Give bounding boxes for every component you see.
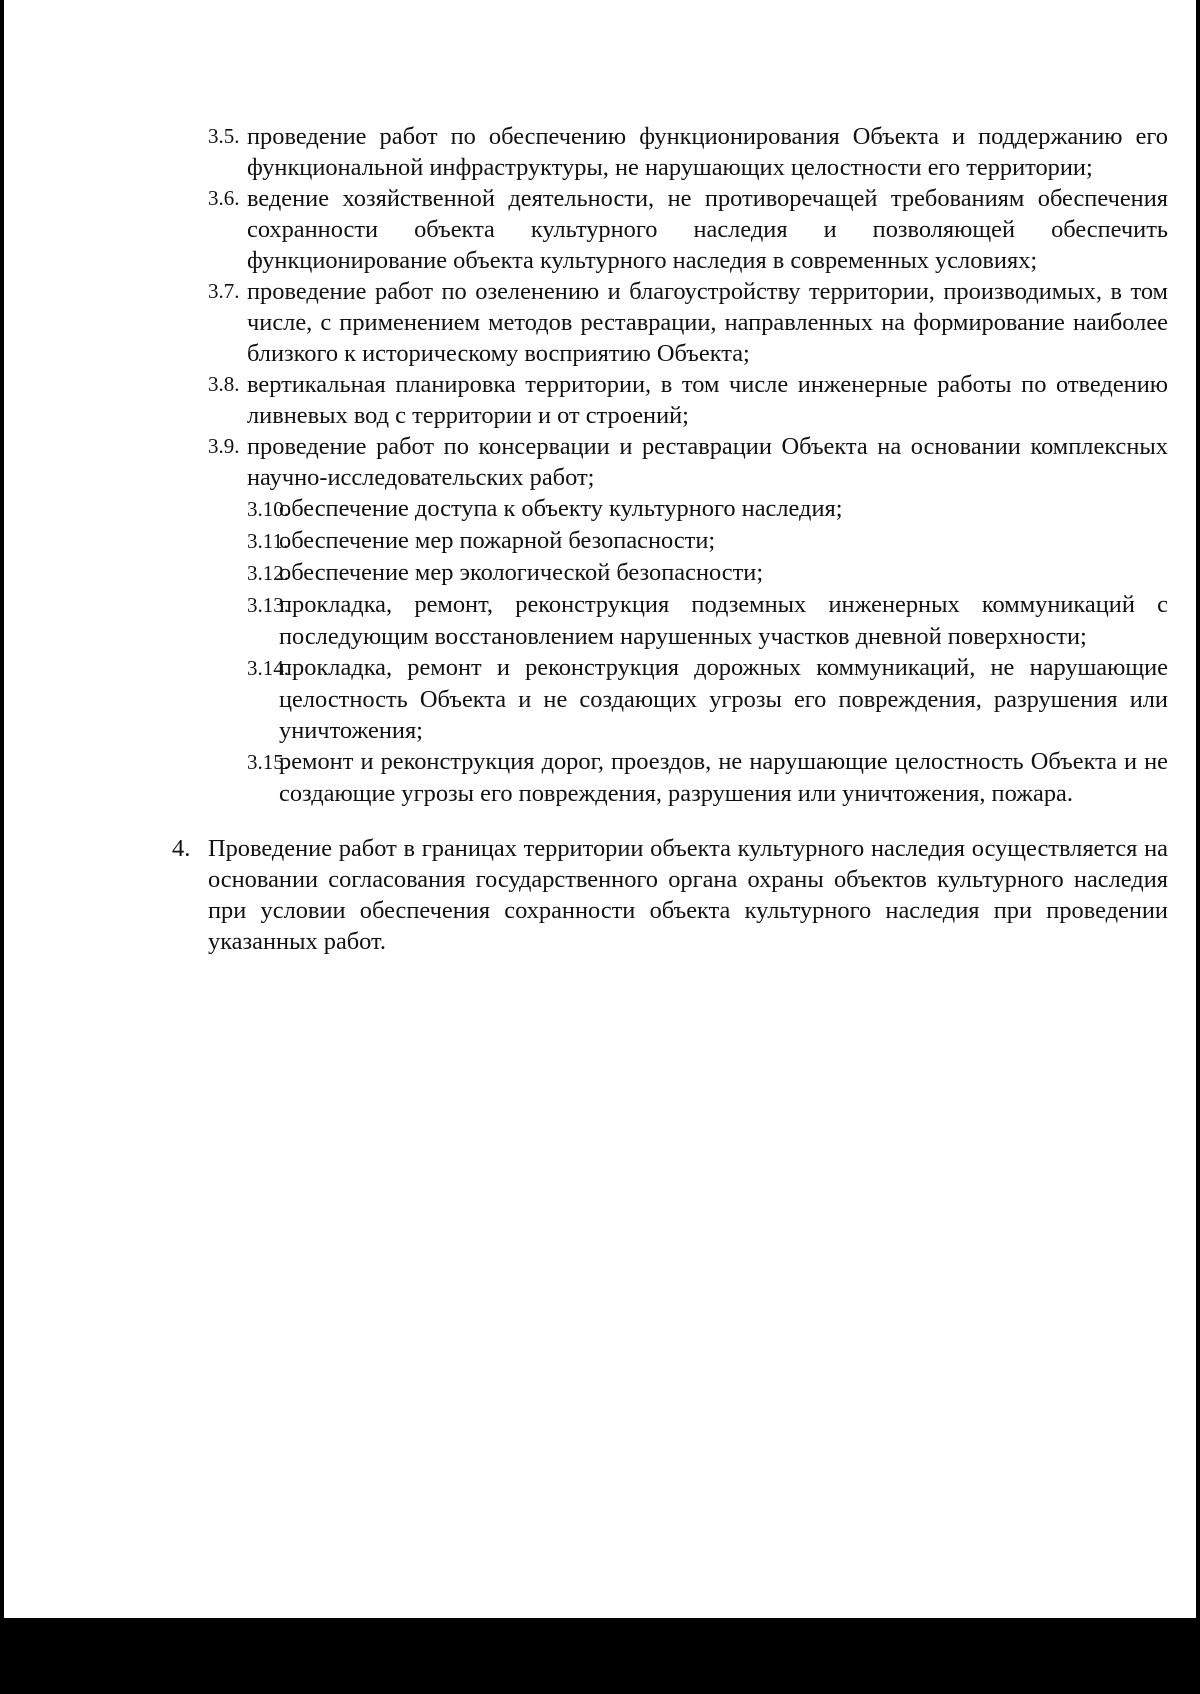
list-item-3-5 bbox=[208, 121, 1168, 183]
item-text-with-number bbox=[247, 748, 1168, 807]
item-text: прокладка, ремонт и реконструкция дорожных коммуникаций, не нарушающие целостность Объекта и не создающих угрозы его повреждения, разрушения или уничтожения; bbox=[279, 654, 1168, 744]
list-item-3-6 bbox=[208, 183, 1168, 276]
item-text-with-number bbox=[247, 654, 1168, 744]
item-text-with-number bbox=[247, 559, 763, 586]
item-number: 3.5. bbox=[208, 124, 240, 148]
item-text: проведение работ по обеспечению функционирования Объекта и поддержанию его функциональной инфраструктуры, не нарушающих целостности его территории; bbox=[247, 123, 1168, 181]
item-text: проведение работ по консервации и реставрации Объекта на основании комплексных научно-исследовательских работ; bbox=[247, 433, 1168, 491]
list-item-3-13 bbox=[208, 589, 1168, 652]
document-body bbox=[172, 121, 1168, 982]
item-number: 3.15. bbox=[247, 750, 289, 774]
list-item-3-15 bbox=[208, 746, 1168, 809]
item-number: 3.14. bbox=[247, 656, 289, 680]
scan-border-left bbox=[0, 0, 4, 1694]
item-text: обеспечение доступа к объекту культурного наследия; bbox=[279, 495, 843, 522]
list-item-3-9 bbox=[208, 431, 1168, 493]
item-number: 3.9. bbox=[208, 434, 240, 458]
scan-border-bottom bbox=[0, 1618, 1200, 1694]
list-item-3-8 bbox=[208, 369, 1168, 431]
item-text: ведение хозяйственной деятельности, не противоречащей требованиям обеспечения сохранности объекта культурного наследия и позволяющей обеспечить функционирование объекта культурного наследия в современных условиях; bbox=[247, 185, 1168, 274]
section-4-paragraph bbox=[172, 833, 1168, 957]
list-item-3-12 bbox=[208, 557, 1168, 589]
list-item-3-7 bbox=[208, 276, 1168, 369]
item-number: 3.12. bbox=[247, 561, 289, 585]
list-item-3-14 bbox=[208, 652, 1168, 746]
item-text-with-number bbox=[247, 591, 1168, 650]
item-text-with-number bbox=[247, 527, 715, 554]
item-number: 3.7. bbox=[208, 279, 240, 303]
section-number: 4. bbox=[172, 835, 191, 863]
item-number: 3.6. bbox=[208, 186, 240, 210]
item-text: прокладка, ремонт, реконструкция подземных инженерных коммуникаций с последующим восстановлением нарушенных участков дневной поверхности; bbox=[279, 591, 1168, 650]
item-number: 3.10. bbox=[247, 497, 289, 521]
item-text-with-number bbox=[247, 495, 843, 522]
item-text: обеспечение мер пожарной безопасности; bbox=[279, 527, 716, 554]
item-text: обеспечение мер экологической безопасности; bbox=[279, 559, 764, 586]
item-text: вертикальная планировка территории, в том числе инженерные работы по отведению ливневых вод с территории и от строений; bbox=[247, 371, 1168, 429]
item-number: 3.8. bbox=[208, 372, 240, 396]
item-number: 3.11. bbox=[247, 529, 289, 553]
list-item-3-10 bbox=[208, 493, 1168, 525]
list-item-3-11 bbox=[208, 525, 1168, 557]
item-text: ремонт и реконструкция дорог, проездов, не нарушающие целостность Объекта и не создающие угрозы его повреждения, разрушения или уничтожения, пожара. bbox=[279, 748, 1168, 807]
section-text: Проведение работ в границах территории объекта культурного наследия осуществляется на основании согласования государственного органа охраны объектов культурного наследия при условии обеспечения сохранности объекта культурного наследия при проведении указанных работ. bbox=[208, 835, 1168, 956]
item-number: 3.13. bbox=[247, 593, 289, 617]
scan-border-right bbox=[1196, 0, 1200, 1694]
item-text: проведение работ по озеленению и благоустройству территории, производимых, в том числе, с применением методов реставрации, направленных на формирование наиболее близкого к историческому восприятию Объекта; bbox=[247, 278, 1168, 367]
